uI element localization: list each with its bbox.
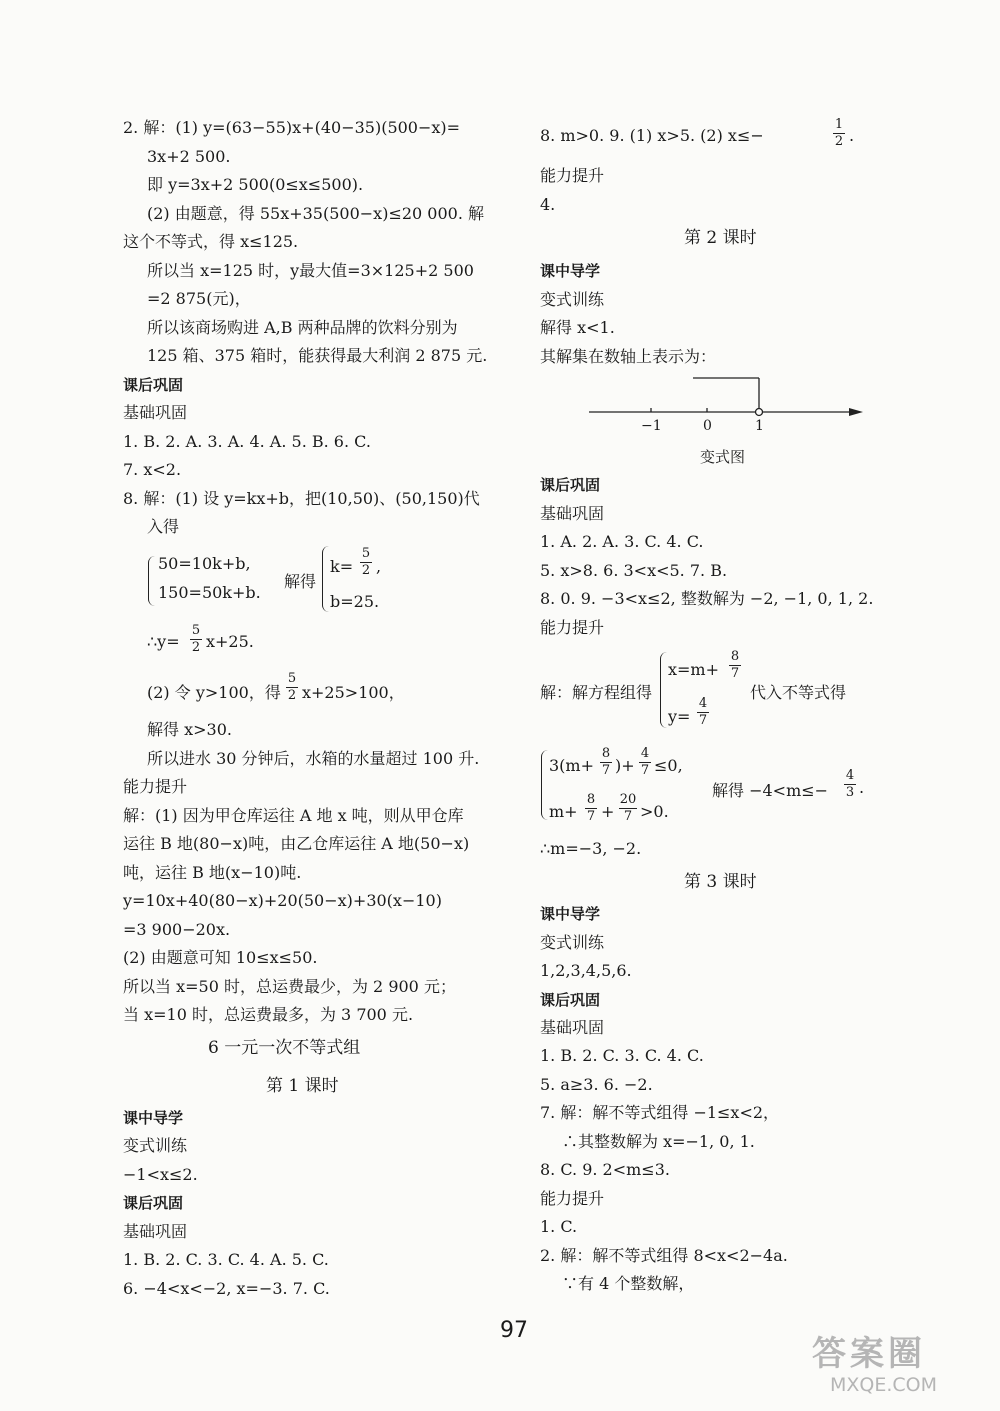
sub-variant: 变式训练 (123, 1136, 188, 1155)
adv-line-1: 解：(1) 因为甲仓库运往 A 地 x 吨，则从甲仓库 (123, 806, 464, 825)
r-variant-3-answer: 1,2,3,4,5,6. (540, 961, 632, 980)
answers-8-9-fraction: 1 2 (834, 117, 844, 149)
r-adv3-line-1: 1. C. (540, 1217, 578, 1236)
adv-line-7: 所以当 x=50 时，总运费最少，为 2 900 元； (123, 977, 456, 996)
q2-line-6: 所以当 x=125 时，y最大值=3×125+2 500 (147, 261, 474, 280)
q2-line-5: 这个不等式，得 x≤125. (123, 232, 299, 251)
q2-line-1: 2. 解：(1) y=(63−55)x+(40−35)(500−x)= (123, 118, 461, 137)
r-heading-after-class: 课后巩固 (540, 476, 601, 494)
answers-1-6: 1. B. 2. A. 3. A. 4. A. 5. B. 6. C. (123, 432, 371, 451)
r-variant-line-1: 解得 x<1. (540, 318, 615, 337)
ineq-solution: 解得 −4<m≤− (712, 781, 829, 800)
axis-label-1: 1 (755, 418, 764, 434)
ineq2-a: m+ (549, 802, 578, 821)
open-circle-at-1 (756, 409, 763, 416)
axis-label-0: 0 (703, 418, 712, 434)
watermark-logo: 答案圈 (812, 1334, 926, 1374)
q8-part2-tail: x+25>100， (302, 683, 405, 702)
ineq-brace (541, 750, 548, 820)
q8-therefore-tail: x+25. (206, 632, 254, 651)
answers-8-9-tail: . (849, 126, 855, 145)
adv-line-3: 吨，运往 B 地(x−10)吨. (123, 863, 302, 882)
solve-label: 解得 (284, 572, 317, 591)
q8-solution: 解得 x>30. (147, 720, 232, 739)
sub-advanced: 能力提升 (123, 777, 188, 796)
r-adv-answer: 4. (540, 195, 556, 214)
system-eq-2: 150=50k+b. (158, 583, 261, 602)
watermark-url: MXQE.COM (830, 1374, 938, 1396)
sol-k-tail: , (376, 557, 382, 576)
q2-line-7: =2 875(元)， (147, 289, 251, 308)
sol-b: b=25. (330, 592, 380, 611)
ineq2-frac-2: 20 7 (619, 792, 637, 824)
r-sub-variant: 变式训练 (540, 290, 605, 309)
adv-brace (660, 652, 667, 728)
r-sub-basic: 基础巩固 (540, 504, 605, 523)
adv-y: y= (668, 707, 691, 726)
r-heading-in-class-3: 课中导学 (540, 905, 601, 923)
variant-answer: −1<x≤2. (123, 1165, 198, 1184)
lesson1-answers-1-5: 1. B. 2. C. 3. C. 4. A. 5. C. (123, 1250, 329, 1269)
heading-after-class-2: 课后巩固 (123, 1194, 184, 1212)
q2-line-3: 即 y=3x+2 500(0≤x≤500). (147, 175, 364, 194)
adv-solve-pre: 解：解方程组得 (540, 683, 653, 702)
r-heading-after-class-3: 课后巩固 (540, 991, 601, 1009)
r-lesson3-line-1: 1. B. 2. C. 3. C. 4. C. (540, 1046, 704, 1065)
q2-line-8: 所以该商场购进 A,B 两种品牌的饮料分别为 (147, 318, 458, 337)
q8-part2: (2) 令 y>100，得 (147, 683, 281, 702)
adv-line-2: 运往 B 地(80−x)吨，由乙仓库运往 A 地(50−x) (123, 834, 470, 853)
sub-basic-2: 基础巩固 (123, 1222, 188, 1241)
q8-line-2: 入得 (147, 517, 180, 536)
adv-x-fraction: 8 7 (730, 649, 740, 681)
adv-x: x=m+ (668, 660, 720, 679)
adv-line-8: 当 x=10 时，总运费最多，为 3 700 元. (123, 1005, 414, 1024)
ineq-solution-fraction: 4 3 (845, 768, 855, 800)
ineq1-a: 3(m+ (549, 756, 594, 775)
lesson1-answers-6-7: 6. −4<x<−2, x=−3. 7. C. (123, 1279, 330, 1298)
q8-conclusion: 所以进水 30 分钟后，水箱的水量超过 100 升. (147, 749, 480, 768)
lesson-1-title: 第 1 课时 (266, 1076, 339, 1096)
ineq2-frac-1: 8 7 (586, 792, 596, 824)
r-lesson3-line-3: 7. 解：解不等式组得 −1≤x<2， (540, 1103, 780, 1122)
solution-brace (322, 546, 329, 612)
r-sub-variant-3: 变式训练 (540, 933, 605, 952)
heading-in-class: 课中导学 (123, 1109, 184, 1127)
ineq2-b: + (601, 802, 615, 821)
answer-7: 7. x<2. (123, 460, 182, 479)
sol-k-fraction: 5 2 (361, 546, 371, 578)
equation-brace (148, 556, 155, 606)
r-adv3-line-2: 2. 解：解不等式组得 8<x<2−4a. (540, 1246, 788, 1265)
page-number: 97 (500, 1318, 528, 1343)
r-variant-line-2: 其解集在数轴上表示为： (540, 347, 717, 366)
q2-line-2: 3x+2 500. (147, 147, 231, 166)
heading-after-class: 课后巩固 (123, 376, 184, 394)
adv-line-5: =3 900−20x. (123, 920, 231, 939)
r-basic-line-3: 8. 0. 9. −3<x≤2, 整数解为 −2, −1, 0, 1, 2. (540, 589, 874, 608)
ineq1-c: ≤0, (654, 756, 683, 775)
ineq1-frac-2: 4 7 (640, 746, 650, 778)
r-sub-advanced: 能力提升 (540, 166, 605, 185)
adv-conclusion: ∴m=−3, −2. (540, 839, 642, 858)
ineq-solution-tail: . (859, 778, 865, 797)
r-basic-line-2: 5. x>8. 6. 3<x<5. 7. B. (540, 561, 728, 580)
q8-therefore: ∴y= (147, 632, 180, 651)
axis-label-minus-1: −1 (641, 418, 662, 434)
r-sub-basic-3: 基础巩固 (540, 1018, 605, 1037)
sub-basic: 基础巩固 (123, 403, 188, 422)
lesson-2-title: 第 2 课时 (684, 228, 757, 248)
q8-line-1: 8. 解：(1) 设 y=kx+b，把(10,50)、(50,150)代 (123, 489, 480, 508)
q2-line-9: 125 箱、375 箱时，能获得最大利润 2 875 元. (147, 346, 488, 365)
q8-part2-fraction: 5 2 (287, 671, 297, 703)
answers-8-9: 8. m>0. 9. (1) x>5. (2) x≤− (540, 126, 764, 145)
r-adv3-line-3: ∵有 4 个整数解， (562, 1274, 695, 1293)
r-heading-in-class: 课中导学 (540, 262, 601, 280)
q8-fraction: 5 2 (191, 623, 201, 655)
r-basic-line-1: 1. A. 2. A. 3. C. 4. C. (540, 532, 704, 551)
figure-caption: 变式图 (700, 448, 746, 466)
adv-line-6: (2) 由题意可知 10≤x≤50. (123, 948, 318, 967)
ineq1-frac-1: 8 7 (601, 746, 611, 778)
ineq2-c: >0. (640, 802, 669, 821)
r-lesson3-line-4: ∴其整数解为 x=−1, 0, 1. (562, 1132, 755, 1151)
number-line-figure (585, 370, 870, 440)
sol-k: k= (330, 557, 354, 576)
lesson-3-title: 第 3 课时 (684, 872, 757, 892)
system-eq-1: 50=10k+b, (158, 554, 251, 573)
q2-line-4: (2) 由题意，得 55x+35(500−x)≤20 000. 解 (147, 204, 485, 223)
section-title: 6 一元一次不等式组 (208, 1038, 361, 1058)
adv-substitute: 代入不等式得 (750, 683, 847, 702)
r-lesson3-line-5: 8. C. 9. 2<m≤3. (540, 1160, 670, 1179)
adv-y-fraction: 4 7 (698, 696, 708, 728)
adv-line-4: y=10x+40(80−x)+20(50−x)+30(x−10) (123, 891, 442, 910)
r-sub-advanced-2: 能力提升 (540, 618, 605, 637)
axis-arrow (849, 408, 863, 416)
ineq1-b: )+ (615, 756, 635, 775)
r-lesson3-line-2: 5. a≥3. 6. −2. (540, 1075, 653, 1094)
r-sub-advanced-3: 能力提升 (540, 1189, 605, 1208)
watermark (812, 1326, 997, 1406)
